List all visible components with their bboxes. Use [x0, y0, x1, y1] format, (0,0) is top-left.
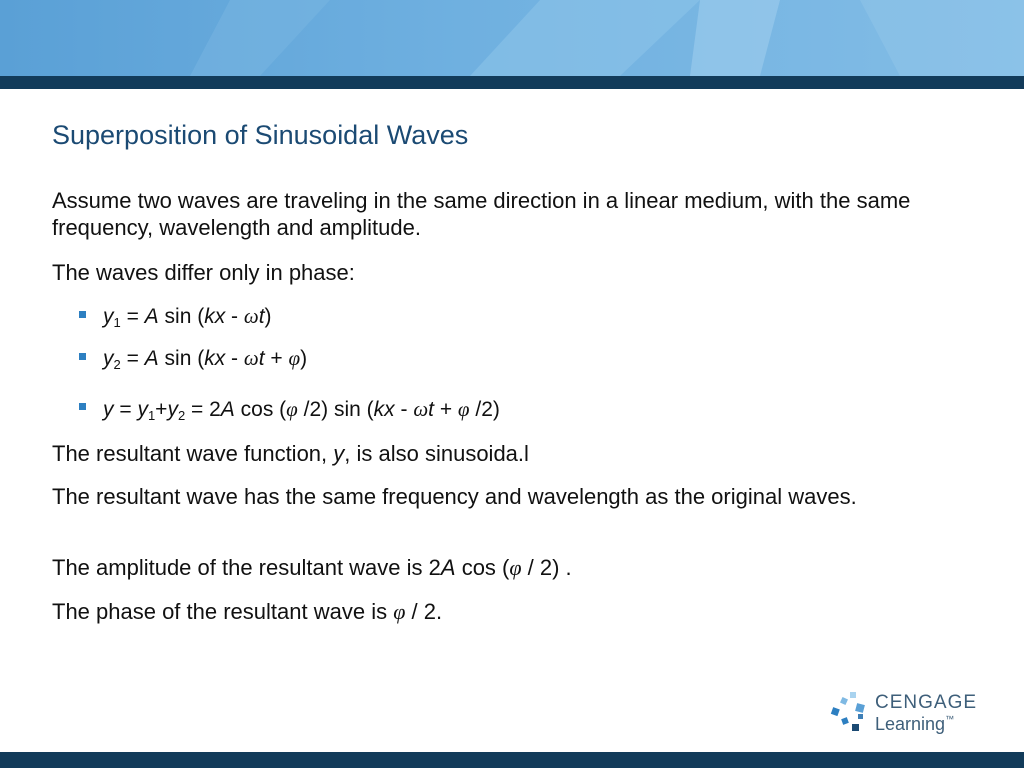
bullet-marker — [79, 353, 86, 360]
header-decoration — [0, 0, 1024, 76]
footer-rule — [0, 752, 1024, 768]
paragraph-phase-result: The phase of the resultant wave is φ / 2. — [52, 599, 443, 624]
equation-y2: $y_2 = A$ sin (kx - ωt + φ) — [103, 346, 308, 372]
paragraph-frequency: The resultant wave has the same frequency and wavelength as the original waves. — [52, 484, 857, 509]
paragraph-amplitude: The amplitude of the resultant wave is 2A cos (φ / 2) . — [52, 555, 572, 580]
paragraph-phase: The waves differ only in phase: — [52, 260, 355, 285]
bullet-marker — [79, 311, 86, 318]
logo-subwordmark: Learning™ — [875, 714, 955, 734]
paragraph-resultant-function: The resultant wave function, y, is also sinusoida.l — [52, 441, 529, 466]
header-rule — [0, 76, 1024, 89]
slide-title: Superposition of Sinusoidal Waves — [52, 120, 469, 150]
equation-y1: $y_1 = A$ sin (kx - ωt) — [103, 304, 272, 330]
header-band — [0, 0, 1024, 76]
bullet-marker — [79, 403, 86, 410]
equation-sum: $y = y_1+y_2 = 2A$ cos (φ /2) sin (kx - ωt + φ /2) — [103, 397, 500, 423]
logo-wordmark: CENGAGE — [875, 692, 978, 713]
paragraph-assumption: Assume two waves are traveling in the same direction in a linear medium, with the same frequency, wavelength and amplitude. — [52, 188, 911, 240]
